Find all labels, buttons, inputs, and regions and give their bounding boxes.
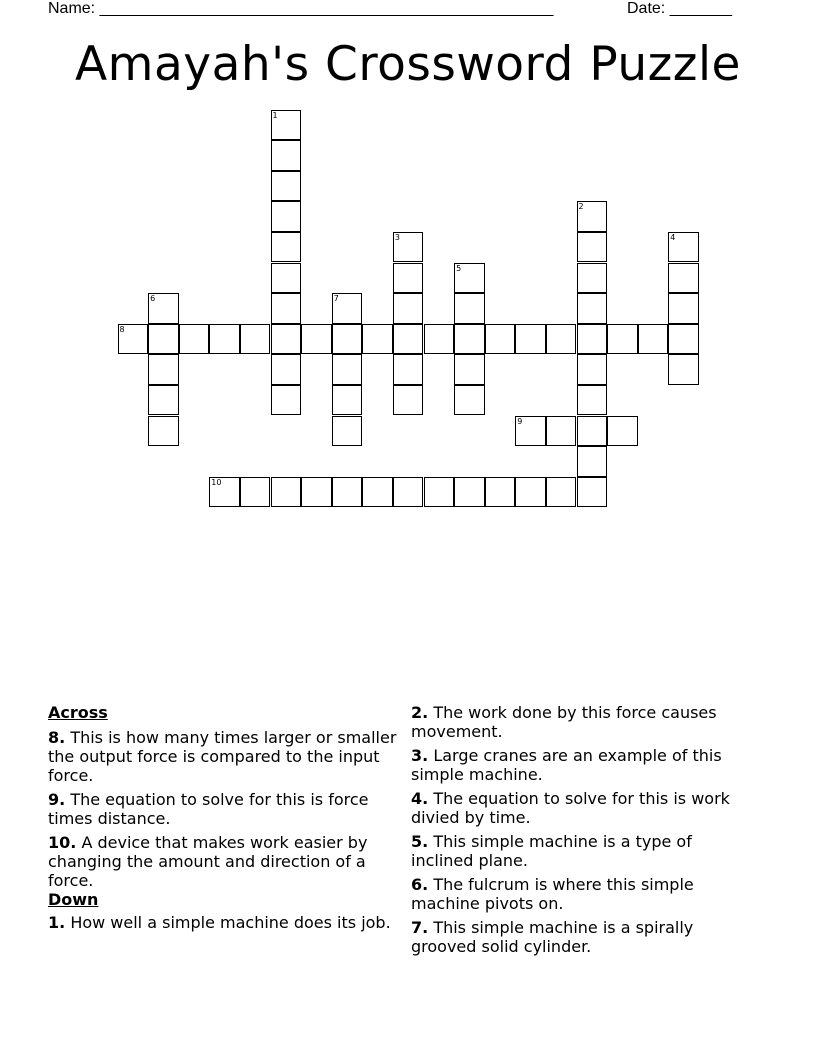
grid-cell[interactable] xyxy=(454,477,485,508)
grid-cell[interactable] xyxy=(362,324,393,355)
grid-cell[interactable] xyxy=(271,477,302,508)
clue-number-label: 4 xyxy=(670,232,676,242)
grid-cell[interactable] xyxy=(362,477,393,508)
grid-cell[interactable] xyxy=(454,354,485,385)
grid-cell[interactable] xyxy=(577,446,608,477)
clue-number: 3. xyxy=(411,746,429,765)
clue-text: The equation to solve for this is force times distance. xyxy=(48,790,369,828)
grid-cell[interactable] xyxy=(179,324,210,355)
grid-cell[interactable] xyxy=(454,293,485,324)
grid-cell[interactable] xyxy=(271,324,302,355)
name-field-label[interactable]: Name: ___________________________________________________ xyxy=(48,0,554,17)
grid-cell[interactable] xyxy=(148,416,179,447)
clue-number-label: 5 xyxy=(456,263,462,273)
clue-number: 6. xyxy=(411,875,429,894)
clue-across-8 xyxy=(48,728,408,785)
clues-left-column xyxy=(48,703,408,937)
grid-cell[interactable] xyxy=(577,263,608,294)
clue-text: A device that makes work easier by changing the amount and direction of a force. xyxy=(48,833,368,890)
grid-cell[interactable] xyxy=(332,324,363,355)
grid-cell[interactable] xyxy=(148,354,179,385)
clue-number-label: 10 xyxy=(211,477,222,487)
grid-cell[interactable] xyxy=(148,385,179,416)
across-heading: Across xyxy=(48,703,108,722)
clue-down-2 xyxy=(411,703,741,741)
grid-cell[interactable] xyxy=(607,324,638,355)
grid-cell[interactable] xyxy=(209,324,240,355)
grid-cell[interactable] xyxy=(668,324,699,355)
clue-down-7 xyxy=(411,918,741,956)
clue-down-1 xyxy=(48,913,408,932)
grid-cell[interactable] xyxy=(577,385,608,416)
grid-cell[interactable] xyxy=(393,324,424,355)
grid-cell[interactable] xyxy=(271,171,302,202)
clues-right-column xyxy=(411,703,741,961)
grid-cell[interactable] xyxy=(240,477,271,508)
grid-cell[interactable] xyxy=(301,324,332,355)
grid-cell[interactable] xyxy=(271,232,302,263)
grid-cell[interactable] xyxy=(271,385,302,416)
clue-number-label: 1 xyxy=(272,110,278,120)
clue-number-label: 9 xyxy=(517,416,523,426)
grid-cell[interactable] xyxy=(546,477,577,508)
clue-number: 9. xyxy=(48,790,66,809)
grid-cell[interactable] xyxy=(332,416,363,447)
date-field-label[interactable]: Date: _______ xyxy=(627,0,732,17)
grid-cell[interactable] xyxy=(577,324,608,355)
grid-cell[interactable] xyxy=(577,293,608,324)
grid-cell[interactable] xyxy=(393,354,424,385)
clue-across-9 xyxy=(48,790,408,828)
clue-number: 4. xyxy=(411,789,429,808)
grid-cell[interactable] xyxy=(515,324,546,355)
grid-cell[interactable] xyxy=(668,263,699,294)
grid-cell[interactable] xyxy=(271,201,302,232)
grid-cell[interactable] xyxy=(515,477,546,508)
clue-down-5 xyxy=(411,832,741,870)
clue-number-label: 2 xyxy=(578,202,584,212)
clue-number: 2. xyxy=(411,703,429,722)
grid-cell[interactable] xyxy=(546,416,577,447)
clue-number-label: 6 xyxy=(150,294,156,304)
grid-cell[interactable] xyxy=(577,477,608,508)
clue-number-label: 7 xyxy=(333,294,339,304)
clue-number-label: 3 xyxy=(394,232,400,242)
grid-cell[interactable] xyxy=(485,324,516,355)
grid-cell[interactable] xyxy=(271,354,302,385)
grid-cell[interactable] xyxy=(332,354,363,385)
clue-number: 10. xyxy=(48,833,77,852)
clue-text: The work done by this force causes movement. xyxy=(411,703,717,741)
clue-text: The equation to solve for this is work divied by time. xyxy=(411,789,730,827)
page-title: Amayah's Crossword Puzzle xyxy=(75,37,741,92)
clue-number: 8. xyxy=(48,728,66,747)
grid-cell[interactable] xyxy=(638,324,669,355)
clue-number: 5. xyxy=(411,832,429,851)
grid-cell[interactable] xyxy=(485,477,516,508)
grid-cell[interactable] xyxy=(393,385,424,416)
grid-cell[interactable] xyxy=(577,232,608,263)
grid-cell[interactable] xyxy=(577,416,608,447)
grid-cell[interactable] xyxy=(271,293,302,324)
grid-cell[interactable] xyxy=(332,477,363,508)
grid-cell[interactable] xyxy=(668,293,699,324)
down-heading: Down xyxy=(48,890,99,909)
grid-cell[interactable] xyxy=(454,385,485,416)
grid-cell[interactable] xyxy=(271,263,302,294)
clue-text: This simple machine is a spirally grooved solid cylinder. xyxy=(411,918,694,956)
grid-cell[interactable] xyxy=(577,354,608,385)
grid-cell[interactable] xyxy=(393,293,424,324)
grid-cell[interactable] xyxy=(301,477,332,508)
grid-cell[interactable] xyxy=(454,324,485,355)
grid-cell[interactable] xyxy=(148,324,179,355)
grid-cell[interactable] xyxy=(393,477,424,508)
clue-text: The fulcrum is where this simple machine pivots on. xyxy=(411,875,694,913)
grid-cell[interactable] xyxy=(668,354,699,385)
clue-number: 1. xyxy=(48,913,66,932)
grid-cell[interactable] xyxy=(546,324,577,355)
clue-text: This is how many times larger or smaller the output force is compared to the input force. xyxy=(48,728,397,785)
clue-text: Large cranes are an example of this simple machine. xyxy=(411,746,722,784)
grid-cell[interactable] xyxy=(393,263,424,294)
clue-text: How well a simple machine does its job. xyxy=(70,913,391,932)
clue-down-4 xyxy=(411,789,741,827)
clue-down-3 xyxy=(411,746,741,784)
clue-across-10 xyxy=(48,833,408,890)
grid-cell[interactable] xyxy=(424,324,455,355)
clue-number: 7. xyxy=(411,918,429,937)
clue-number-label: 8 xyxy=(119,324,125,334)
grid-cell[interactable] xyxy=(240,324,271,355)
clue-text: This simple machine is a type of inclined plane. xyxy=(411,832,692,870)
grid-cell[interactable] xyxy=(332,385,363,416)
clue-down-6 xyxy=(411,875,741,913)
grid-cell[interactable] xyxy=(271,140,302,171)
grid-cell[interactable] xyxy=(607,416,638,447)
grid-cell[interactable] xyxy=(424,477,455,508)
